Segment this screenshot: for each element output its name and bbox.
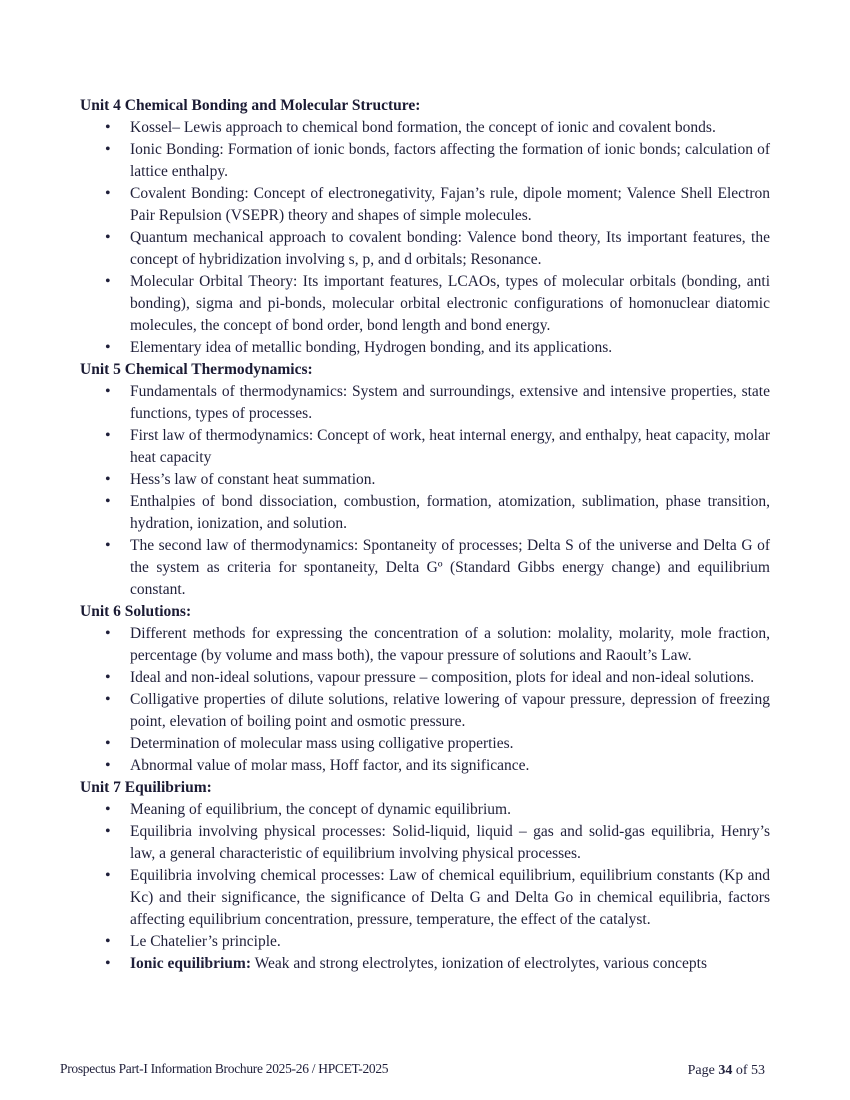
topic-item <box>80 337 770 359</box>
topic-item <box>80 381 770 425</box>
unit-heading: Unit 7 Equilibrium: <box>80 779 212 796</box>
unit-topic-list <box>80 799 770 975</box>
topic-item <box>80 689 770 733</box>
topic-text: Meaning of equilibrium, the concept of dynamic equilibrium. <box>130 801 511 818</box>
unit-heading: Unit 5 Chemical Thermodynamics: <box>80 361 313 378</box>
topic-item <box>80 623 770 667</box>
page-mid: of <box>732 1063 751 1078</box>
topic-text: Weak and strong electrolytes, ionization of electrolytes, various concepts <box>251 955 708 972</box>
topic-item <box>80 227 770 271</box>
unit-heading: Unit 4 Chemical Bonding and Molecular Structure: <box>80 97 421 114</box>
unit-topic-list <box>80 381 770 601</box>
topic-text: Equilibria involving physical processes: Solid-liquid, liquid – gas and solid-gas equilibria, Henry’s law, a general characteristic of equilibrium involving physical processes. <box>130 823 770 862</box>
topic-item <box>80 183 770 227</box>
topic-item <box>80 271 770 337</box>
topic-item <box>80 755 770 777</box>
topic-text: Different methods for expressing the concentration of a solution: molality, molarity, mole fraction, percentage (by volume and mass both), the vapour pressure of solutions and Raoult’s Law. <box>130 625 770 664</box>
topic-text: Determination of molecular mass using colligative properties. <box>130 735 514 752</box>
topic-item <box>80 535 770 601</box>
topic-text: Covalent Bonding: Concept of electronegativity, Fajan’s rule, dipole moment; Valence Shell Electron Pair Repulsion (VSEPR) theory and shapes of simple molecules. <box>130 185 770 224</box>
topic-text: Equilibria involving chemical processes: Law of chemical equilibrium, equilibrium constants (Kp and Kc) and their significance, the significance of Delta G and Delta Go in chemical equilibria, factors affecting equilibrium concentration, pressure, temperature, the effect of the catalyst. <box>130 867 770 928</box>
page-footer <box>60 1061 765 1081</box>
topic-item <box>80 425 770 469</box>
topic-lead: Ionic equilibrium: <box>130 955 252 972</box>
topic-text: Fundamentals of thermodynamics: System and surroundings, extensive and intensive properties, state functions, types of processes. <box>130 383 770 422</box>
topic-text: Hess’s law of constant heat summation. <box>130 471 376 488</box>
topic-item <box>80 491 770 535</box>
topic-text: Kossel– Lewis approach to chemical bond formation, the concept of ionic and covalent bonds. <box>130 119 716 136</box>
unit-heading: Unit 6 Solutions: <box>80 603 192 620</box>
topic-item <box>80 799 770 821</box>
topic-item <box>80 667 770 689</box>
topic-text: The second law of thermodynamics: Spontaneity of processes; Delta S of the universe and Delta G of the system as criteria for spontaneity, Delta Gº (Standard Gibbs energy change) and equilibrium constant. <box>130 537 770 598</box>
topic-item <box>80 733 770 755</box>
topic-text: Elementary idea of metallic bonding, Hydrogen bonding, and its applications. <box>130 339 613 356</box>
topic-text: Molecular Orbital Theory: Its important features, LCAOs, types of molecular orbitals (bonding, anti bonding), sigma and pi-bonds, molecular orbital electronic configurations of homonuclear diatomic molecules, the concept of bond order, bond length and bond energy. <box>130 273 770 334</box>
topic-item <box>80 865 770 931</box>
topic-text: Abnormal value of molar mass, Hoff factor, and its significance. <box>130 757 530 774</box>
page-total: 53 <box>751 1063 765 1078</box>
unit-topic-list <box>80 623 770 777</box>
page-number <box>688 1063 765 1079</box>
topic-item <box>80 469 770 491</box>
footer-title: Prospectus Part-I Information Brochure 2025-26 / HPCET-2025 <box>60 1061 389 1076</box>
topic-item <box>80 953 770 975</box>
unit-topic-list <box>80 117 770 359</box>
topic-item <box>80 821 770 865</box>
topic-item <box>80 117 770 139</box>
topic-item <box>80 931 770 953</box>
topic-text: First law of thermodynamics: Concept of work, heat internal energy, and enthalpy, heat capacity, molar heat capacity <box>130 427 770 466</box>
topic-item <box>80 139 770 183</box>
topic-text: Colligative properties of dilute solutions, relative lowering of vapour pressure, depression of freezing point, elevation of boiling point and osmotic pressure. <box>130 691 770 730</box>
topic-text: Enthalpies of bond dissociation, combustion, formation, atomization, sublimation, phase transition, hydration, ionization, and solution. <box>130 493 770 532</box>
page-prefix: Page <box>687 1063 719 1078</box>
topic-text: Ionic Bonding: Formation of ionic bonds, factors affecting the formation of ionic bonds; calculation of lattice enthalpy. <box>130 141 770 180</box>
syllabus-content <box>80 95 770 975</box>
page-current: 34 <box>718 1063 733 1078</box>
topic-text: Le Chatelier’s principle. <box>130 933 281 950</box>
topic-text: Quantum mechanical approach to covalent bonding: Valence bond theory, Its important features, the concept of hybridization involving s, p, and d orbitals; Resonance. <box>130 229 770 268</box>
topic-text: Ideal and non-ideal solutions, vapour pressure – composition, plots for ideal and non-ideal solutions. <box>130 669 755 686</box>
